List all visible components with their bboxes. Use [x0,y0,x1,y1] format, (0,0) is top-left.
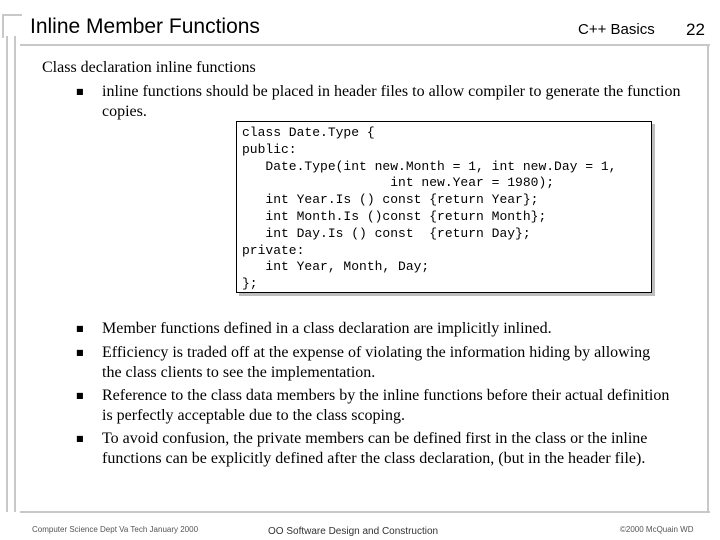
bullet-marker-icon: ■ [76,348,84,357]
bullet-marker-icon: ■ [76,434,84,443]
section-heading: Class declaration inline functions [42,59,256,76]
bullet-text: To avoid confusion, the private members can be defined first in the class or the inline functions can be explicitly defined after the class declaration, (but in the header file). [102,430,648,467]
bullet-marker-icon: ■ [76,391,84,400]
course-label: C++ Basics [578,21,655,38]
footer-center: OO Software Design and Construction [268,526,439,537]
footer-left: Computer Science Dept Va Tech January 2000 [32,525,199,534]
bullet-text: Member functions defined in a class declaration are implicitly inlined. [102,320,552,337]
footer-right: ©2000 McQuain WD [620,525,694,534]
page-number: 22 [686,20,705,39]
footer-divider [20,511,710,513]
bullet-text: Reference to the class data members by the inline functions before their actual definition is perfectly acceptable due to the class scoping. [102,387,670,424]
code-listing [236,121,652,293]
header-divider [20,44,710,46]
code-text: class Date.Type { public: Date.Type(int new.Month = 1, int new.Day = 1, int new.Year = 1980); int Year.Is () const {return Year}; int Month.Is ()const {return Month}; int Day.Is () const {return Day}; private: int Year, Month, Day; }; [242,125,617,292]
bullet-text: Efficiency is traded off at the expense of violating the information hiding by allowing the class clients to see the implementation. [102,344,651,381]
right-border-decoration [707,46,709,511]
slide-title: Inline Member Functions [30,15,260,38]
intro-bullet-text: inline functions should be placed in header files to allow compiler to generate the function copies. [102,83,681,120]
bullet-marker-icon: ■ [76,324,84,333]
left-border-decoration [6,36,16,512]
bullet-marker-icon: ■ [76,87,84,96]
corner-decoration [2,14,22,38]
